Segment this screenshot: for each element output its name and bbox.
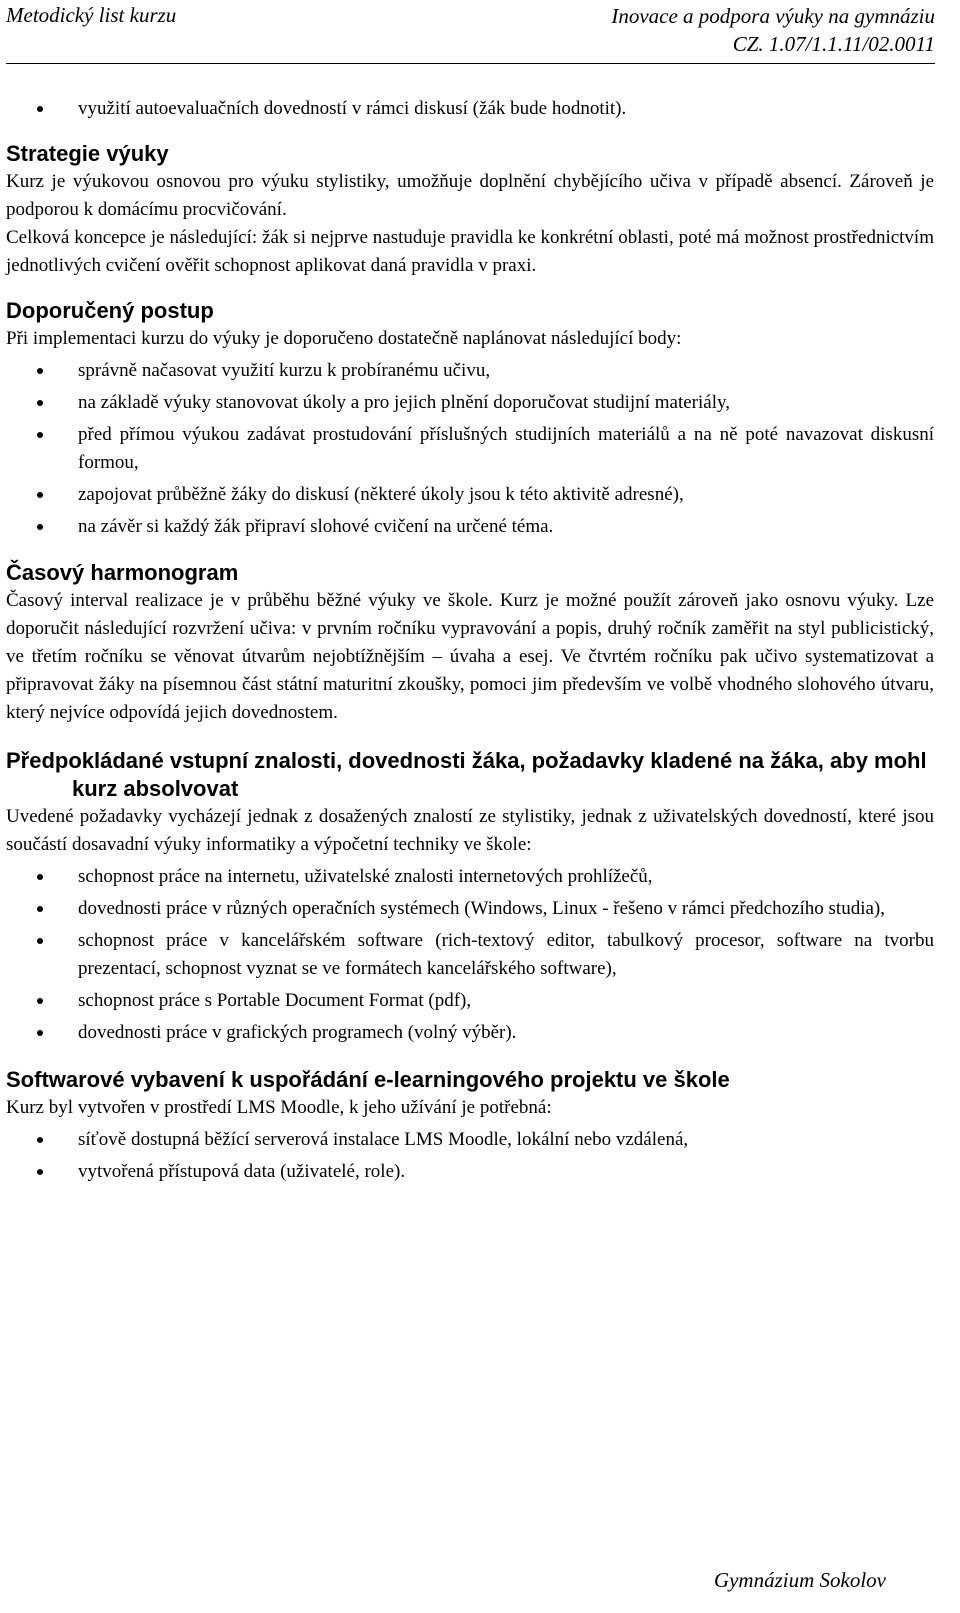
list-item: dovednosti práce v grafických programech (volný výběr). (78, 1022, 517, 1043)
predpoklad-bullet-list (6, 863, 934, 1047)
list-item: na základě výuky stanovovat úkoly a pro jejich plnění doporučovat studijní materiály, (78, 392, 730, 413)
section-heading-doporuceny: Doporučený postup (6, 298, 214, 323)
casovy-paragraph: Časový interval realizace je v průběhu běžné výuky ve škole. Kurz je možné použít zároveň jako osnovu výuky. Lze doporučit následující rozvržení učiva: v prvním ročníku vypravování a popis, druhý ročník zaměřit na styl publicistický, ve třetím ročníku se věnovat útvarům nejobtížnějším – úvaha a esej. Ve čtvrtém ročníku pak učivo systematizovat a připravovat žáky na písemnou část státní maturitní zkoušky, pomoci jim především ve volbě vhodného slohového útvaru, který nejvíce odpovídá jejich dovednostem. (6, 590, 934, 723)
header-course-title: Metodický list kurzu (6, 3, 177, 27)
intro-bullet-list (6, 95, 934, 123)
software-intro: Kurz byl vytvořen v prostředí LMS Moodle, k jeho užívání je potřebná: (6, 1097, 552, 1118)
document-body (6, 95, 934, 1190)
doporuceny-intro: Při implementaci kurzu do výuky je doporučeno dostatečně naplánovat následující body: (6, 328, 682, 349)
header-project (611, 2, 935, 58)
predpoklad-intro: Uvedené požadavky vycházejí jednak z dosažených znalostí ze stylistiky, jednak z uživatelských dovedností, které jsou součástí dosavadní výuky informatiky a výpočetní techniky ve škole: (6, 806, 934, 855)
list-item: před přímou výukou zadávat prostudování příslušných studijních materiálů a na ně poté navazovat diskusní formou, (78, 424, 934, 473)
list-item: dovednosti práce v různých operačních systémech (Windows, Linux - řešeno v rámci předchozího studia), (78, 898, 885, 919)
list-item: využití autoevaluačních dovedností v rámci diskusí (žák bude hodnotit). (78, 98, 627, 119)
list-item: správně načasovat využití kurzu k probíranému učivu, (78, 360, 491, 381)
doporuceny-bullet-list (6, 357, 934, 541)
software-bullet-list (6, 1126, 934, 1186)
section-heading-software: Softwarové vybavení k uspořádání e-learningového projektu ve škole (6, 1067, 730, 1092)
list-item: síťově dostupná běžící serverová instalace LMS Moodle, lokální nebo vzdálená, (78, 1129, 689, 1150)
page-footer: Gymnázium Sokolov (713, 1568, 886, 1592)
strategie-paragraph-1: Kurz je výukovou osnovou pro výuku stylistiky, umožňuje doplnění chybějícího učiva v případě absencí. Zároveň je podporou k domácímu procvičování. (6, 171, 934, 220)
section-heading-casovy: Časový harmonogram (6, 560, 239, 585)
list-item: na závěr si každý žák připraví slohové cvičení na určené téma. (78, 516, 554, 537)
section-heading-predpoklad: Předpokládané vstupní znalosti, dovednosti žáka, požadavky kladené na žáka, aby mohl kurz absolvovat (6, 748, 927, 801)
list-item: schopnost práce s Portable Document Format (pdf), (78, 990, 472, 1011)
page-header (0, 0, 960, 66)
section-heading-strategie: Strategie výuky (6, 141, 169, 166)
header-project-code: CZ. 1.07/1.1.11/02.0011 (732, 32, 935, 56)
header-project-title: Inovace a podpora výuky na gymnáziu (611, 4, 935, 28)
list-item: zapojovat průběžně žáky do diskusí (některé úkoly jsou k této aktivitě adresné), (78, 484, 684, 505)
header-divider (6, 63, 935, 64)
list-item: vytvořená přístupová data (uživatelé, role). (78, 1161, 406, 1182)
strategie-paragraph-2: Celková koncepce je následující: žák si nejprve nastuduje pravidla ke konkrétní oblasti, poté má možnost prostřednictvím jednotlivých cvičení ověřit schopnost aplikovat daná pravidla v praxi. (6, 227, 934, 276)
list-item: schopnost práce v kancelářském software (rich-textový editor, tabulkový procesor, software na tvorbu prezentací, schopnost vyznat se ve formátech kancelářského software), (78, 930, 934, 979)
list-item: schopnost práce na internetu, uživatelské znalosti internetových prohlížečů, (78, 866, 653, 887)
